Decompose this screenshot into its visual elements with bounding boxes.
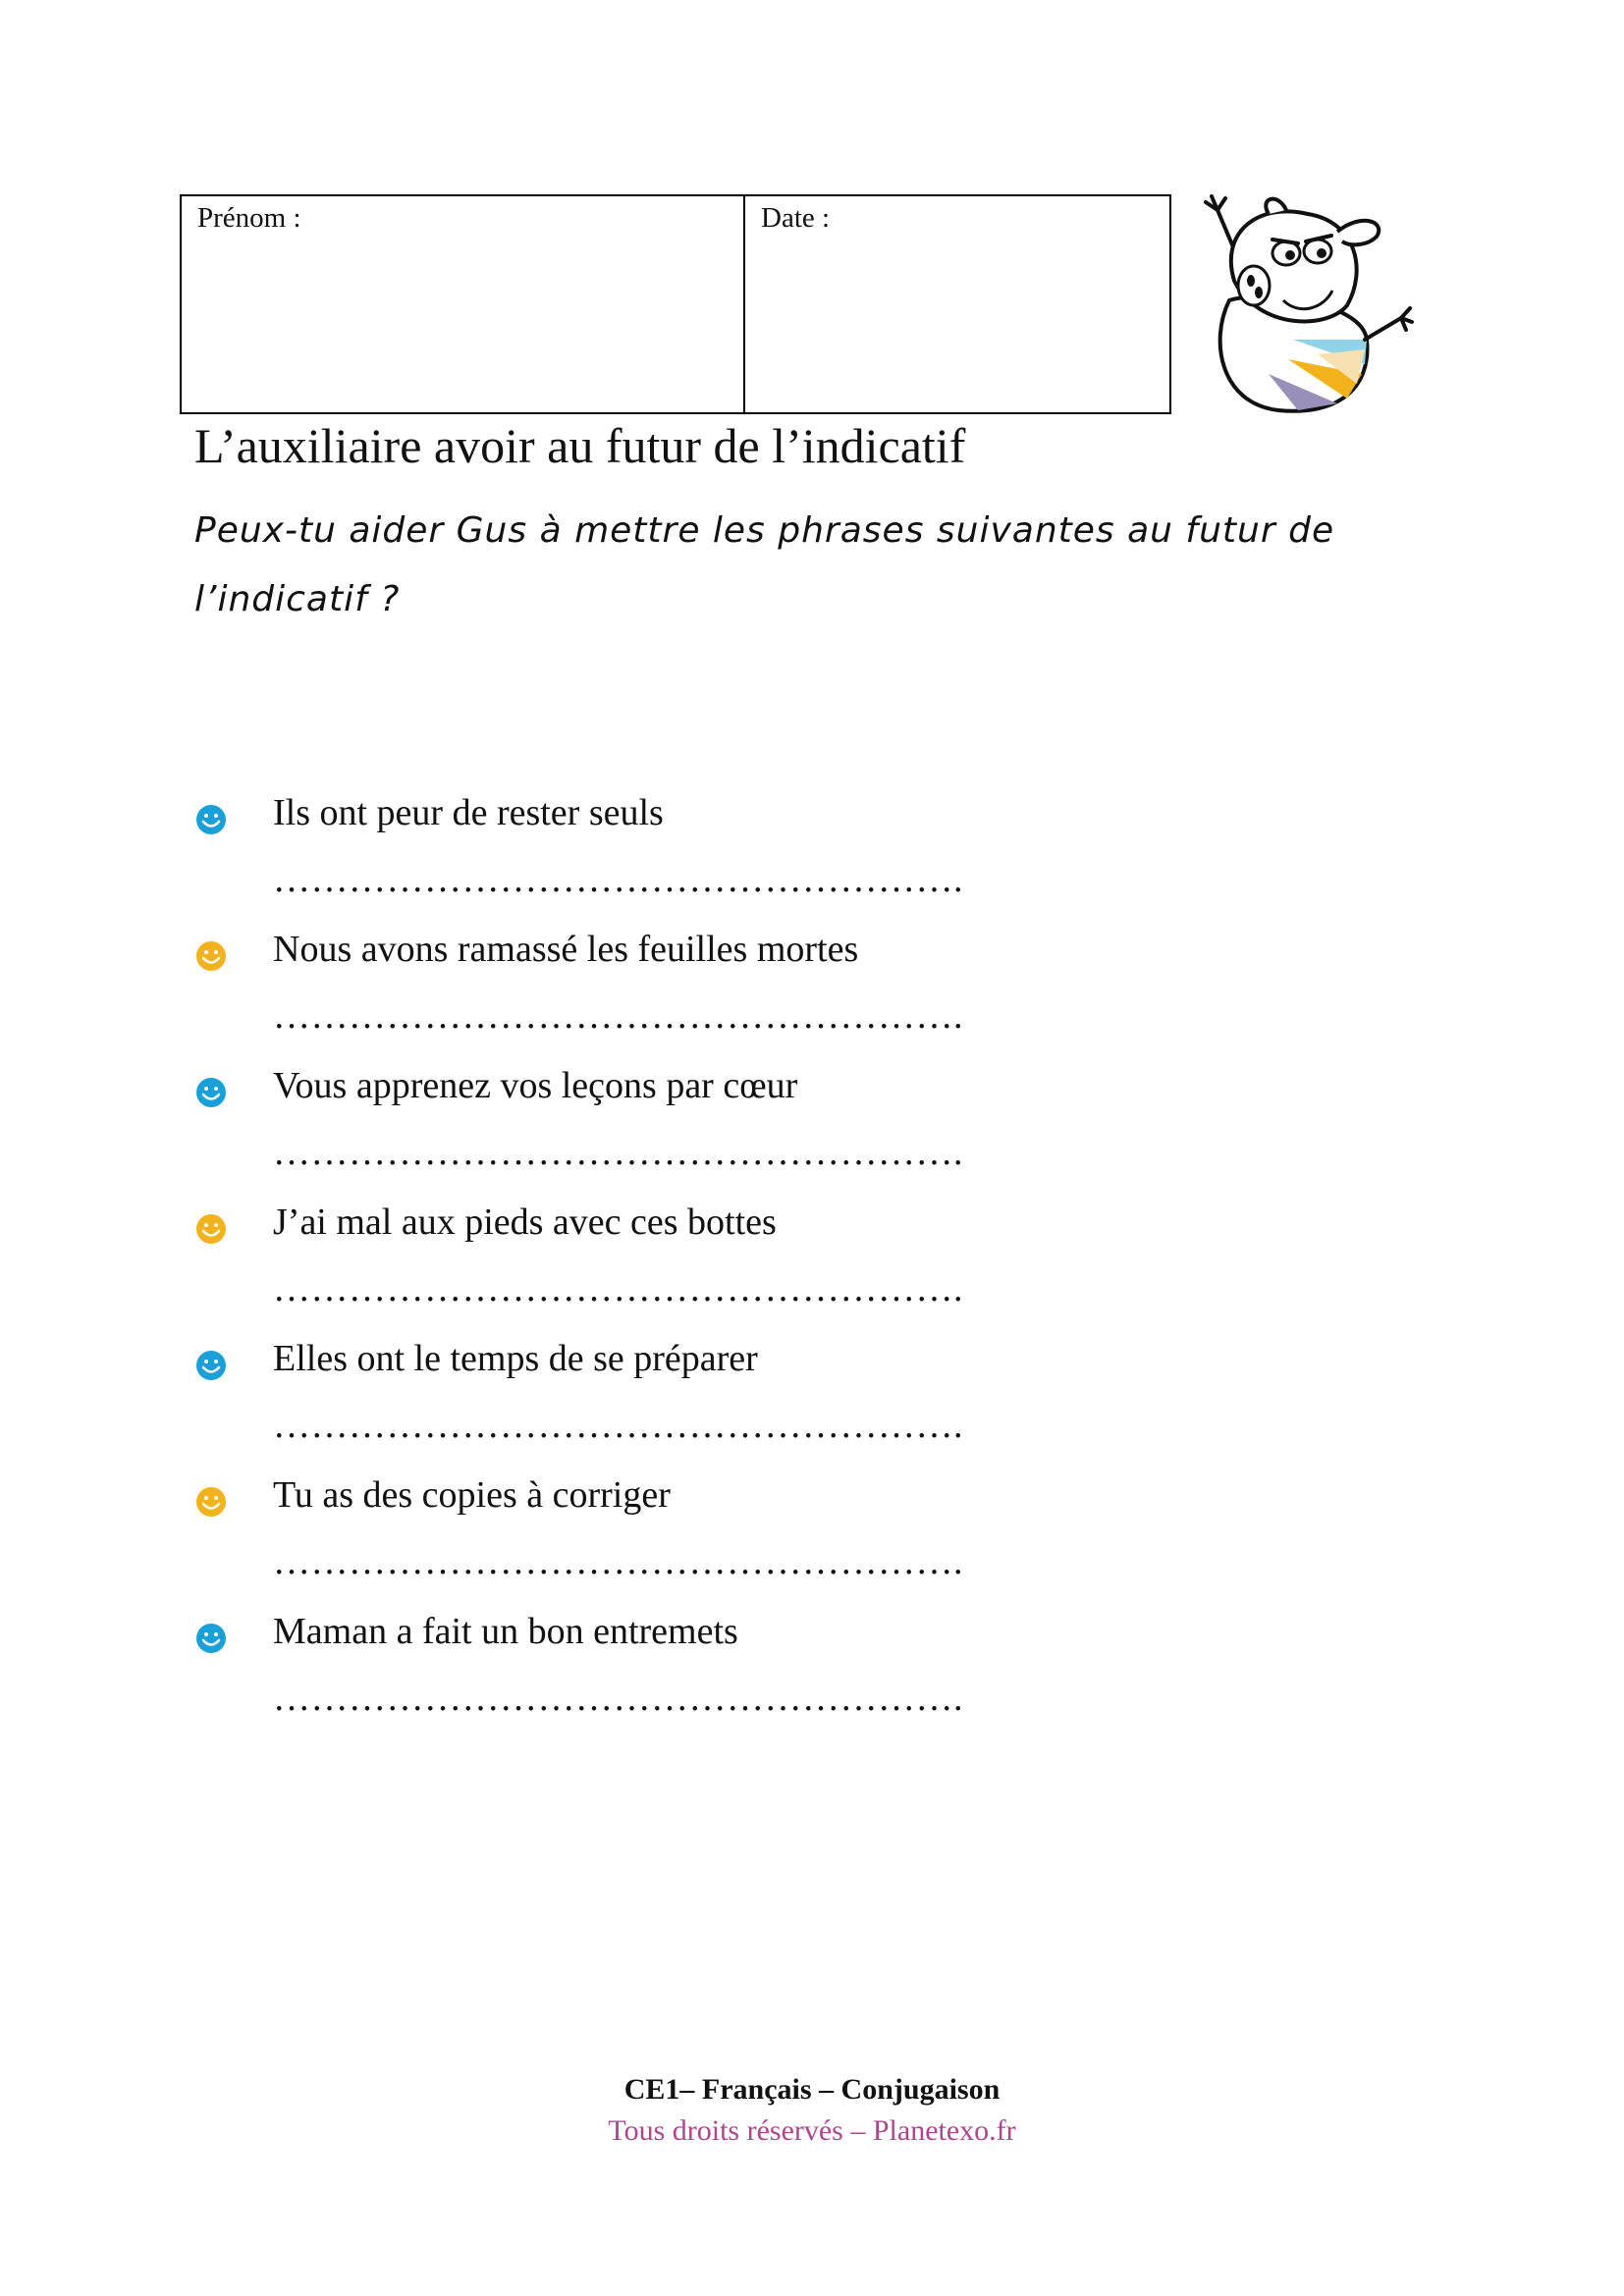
exercise-sentence: Tu as des copies à corriger — [273, 1474, 671, 1516]
answer-line[interactable]: ………………………………………………. — [273, 1541, 963, 1582]
list-item — [194, 791, 1373, 928]
smiley-icon — [194, 1485, 228, 1519]
list-item — [194, 928, 1373, 1064]
smiley-icon — [194, 1622, 228, 1655]
list-item — [194, 1473, 1373, 1610]
smiley-icon — [194, 939, 228, 973]
name-label: Prénom : — [197, 202, 301, 234]
list-item — [194, 1610, 1373, 1746]
exercise-sentence: Ils ont peur de rester seuls — [273, 792, 664, 833]
smiley-icon — [194, 1212, 228, 1246]
answer-line[interactable]: ………………………………………………. — [273, 859, 963, 900]
exercise-list — [194, 791, 1373, 1746]
smiley-icon — [194, 803, 228, 836]
exercise-sentence: Nous avons ramassé les feuilles mortes — [273, 929, 859, 970]
answer-line[interactable]: ………………………………………………. — [273, 1405, 963, 1446]
exercise-sentence: Maman a fait un bon entremets — [273, 1611, 738, 1652]
list-item — [194, 1201, 1373, 1337]
exercise-sentence: J’ai mal aux pieds avec ces bottes — [273, 1201, 777, 1243]
exercise-sentence: Elles ont le temps de se préparer — [273, 1338, 758, 1379]
page-footer — [0, 2073, 1624, 2148]
exercise-sentence: Vous apprenez vos leçons par cœur — [273, 1065, 798, 1106]
list-item — [194, 1064, 1373, 1201]
page-title: L’auxiliaire avoir au futur de l’indicatif — [194, 418, 966, 473]
sheep-mascot-icon — [1200, 192, 1414, 418]
instruction-text: Peux-tu aider Gus à mettre les phrases suivantes au futur de l’indicatif ? — [194, 510, 1335, 619]
smiley-icon — [194, 1076, 228, 1109]
answer-line[interactable]: ………………………………………………. — [273, 1132, 963, 1173]
answer-line[interactable]: ………………………………………………. — [273, 995, 963, 1037]
student-info-box — [180, 194, 1171, 414]
footer-copyright: Tous droits réservés – Planetexo.fr — [608, 2114, 1016, 2147]
smiley-icon — [194, 1349, 228, 1382]
name-field[interactable] — [182, 196, 745, 412]
date-field[interactable] — [745, 196, 1169, 412]
answer-line[interactable]: ………………………………………………. — [273, 1678, 963, 1719]
footer-course: CE1– Français – Conjugaison — [623, 2073, 1001, 2106]
answer-line[interactable]: ………………………………………………. — [273, 1268, 963, 1309]
list-item — [194, 1337, 1373, 1473]
date-label: Date : — [761, 202, 831, 234]
